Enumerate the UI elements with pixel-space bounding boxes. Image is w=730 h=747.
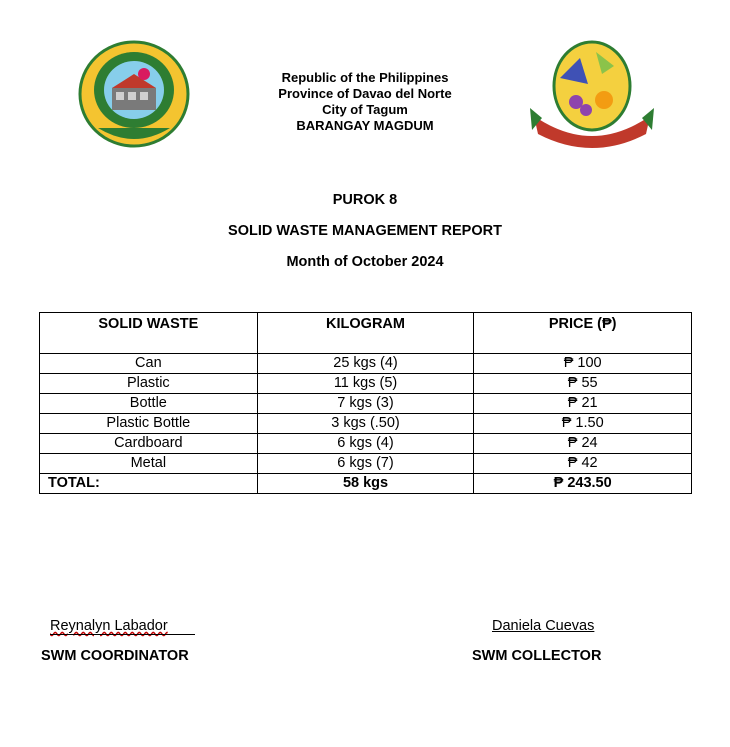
coordinator-name: Reynalyn Labador <box>50 618 168 634</box>
table-row <box>40 434 692 454</box>
total-row <box>40 474 692 494</box>
table-row <box>40 454 692 474</box>
price-cell: ₱ 55 <box>474 374 692 394</box>
kilogram-cell: 7 kgs (3) <box>257 394 474 414</box>
kilogram-cell: 6 kgs (7) <box>257 454 474 474</box>
table-row <box>40 374 692 394</box>
report-month: Month of October 2024 <box>286 254 444 270</box>
report-titles <box>0 190 730 283</box>
price-cell: ₱ 100 <box>474 354 692 374</box>
document-header <box>215 70 515 134</box>
waste-type-cell: Plastic <box>40 374 258 394</box>
column-header-price: PRICE (₱) <box>474 313 692 354</box>
header-barangay: BARANGAY MAGDUM <box>296 118 434 133</box>
table-row <box>40 394 692 414</box>
coordinator-signature-line <box>50 634 195 635</box>
column-header-kilogram: KILOGRAM <box>257 313 474 354</box>
column-header-solid-waste: SOLID WASTE <box>40 313 258 354</box>
purok-title: PUROK 8 <box>332 192 398 208</box>
table-row <box>40 354 692 374</box>
header-country: Republic of the Philippines <box>281 70 449 85</box>
waste-type-cell: Can <box>40 354 258 374</box>
waste-type-cell: Metal <box>40 454 258 474</box>
kilogram-cell: 11 kgs (5) <box>257 374 474 394</box>
header-city: City of Tagum <box>322 102 408 117</box>
total-label: TOTAL: <box>40 474 258 494</box>
table-row <box>40 414 692 434</box>
kilogram-cell: 25 kgs (4) <box>257 354 474 374</box>
table-header-row <box>40 313 692 354</box>
kilogram-cell: 3 kgs (.50) <box>257 414 474 434</box>
collector-role: SWM COLLECTOR <box>472 648 602 664</box>
price-cell: ₱ 42 <box>474 454 692 474</box>
price-cell: ₱ 21 <box>474 394 692 414</box>
waste-type-cell: Bottle <box>40 394 258 414</box>
total-kilogram: 58 kgs <box>257 474 474 494</box>
waste-report-table <box>39 312 692 494</box>
price-cell: ₱ 1.50 <box>474 414 692 434</box>
city-of-tagum-seal <box>530 38 654 152</box>
coordinator-role: SWM COORDINATOR <box>41 648 189 664</box>
waste-type-cell: Cardboard <box>40 434 258 454</box>
header-province: Province of Davao del Norte <box>278 86 452 101</box>
waste-type-cell: Plastic Bottle <box>40 414 258 434</box>
kilogram-cell: 6 kgs (4) <box>257 434 474 454</box>
barangay-magdum-seal <box>78 40 190 148</box>
price-cell: ₱ 24 <box>474 434 692 454</box>
report-title: SOLID WASTE MANAGEMENT REPORT <box>228 223 502 239</box>
total-price: ₱ 243.50 <box>474 474 692 494</box>
collector-name: Daniela Cuevas <box>492 618 595 634</box>
